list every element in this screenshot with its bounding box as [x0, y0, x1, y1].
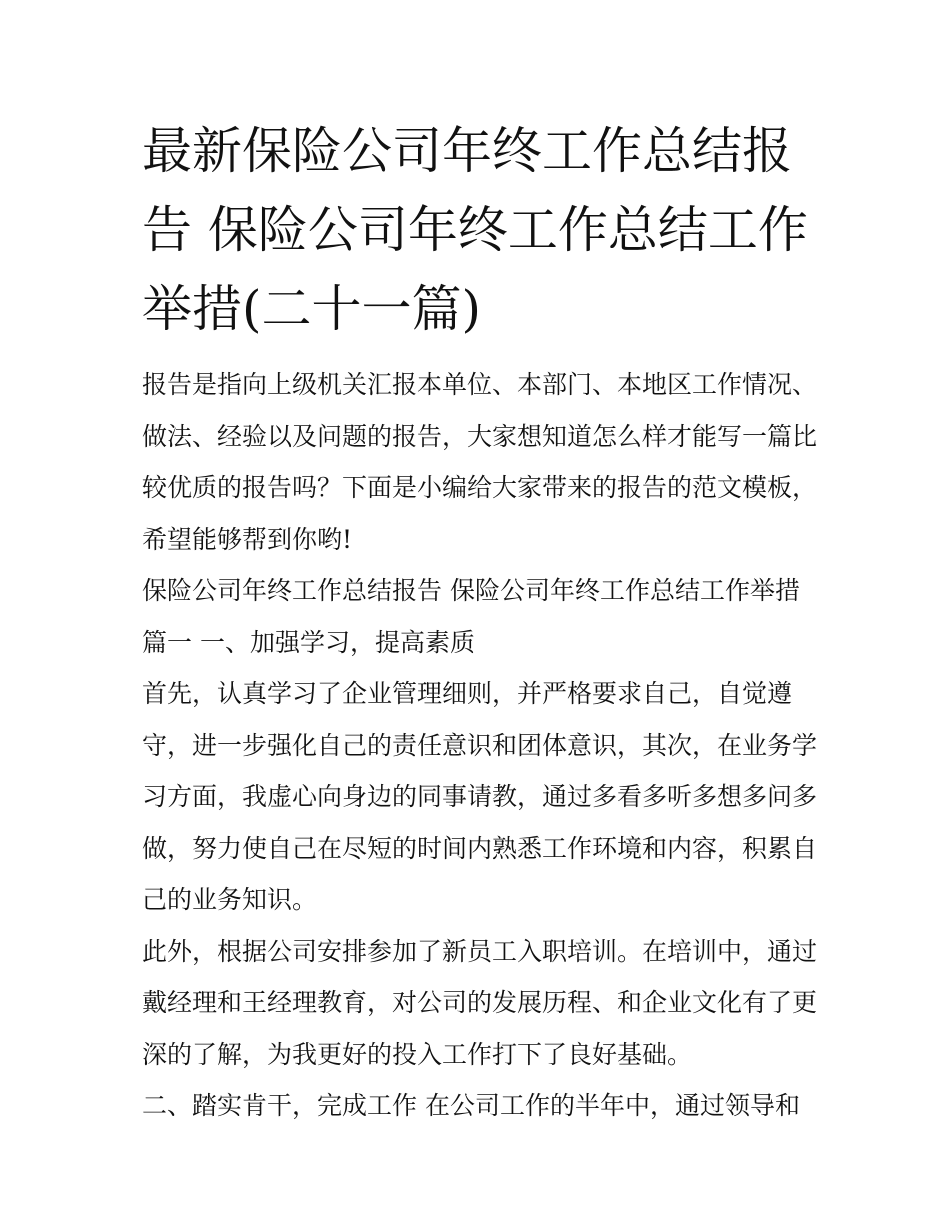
document-page	[142, 112, 818, 1132]
body-paragraph: 此外，根据公司安排参加了新员工入职培训。在培训中，通过戴经理和王经理教育，对公司的发展历程、和企业文化有了更深的了解，为我更好的投入工作打下了良好基础。	[142, 936, 818, 1069]
title-line-2: 告 保险公司年终工作总结工作	[142, 201, 808, 259]
body-paragraph: 首先，认真学习了企业管理细则，并严格要求自己，自觉遵守，进一步强化自己的责任意识和团体意识，其次，在业务学习方面，我虚心向身边的同事请教，通过多看多听多想多问多做，努力使自己在尽短的时间内熟悉工作环境和内容，积累自己的业务知识。	[142, 679, 818, 914]
document-title	[142, 112, 818, 349]
body-paragraph: 二、踏实肯干，完成工作 在公司工作的半年中，通过领导和	[142, 1091, 800, 1120]
document-body	[142, 359, 818, 1132]
subsection-heading: 篇一 一、加强学习，提高素质	[142, 627, 475, 657]
title-line-1: 最新保险公司年终工作总结报	[142, 122, 792, 180]
section-heading: 保险公司年终工作总结报告 保险公司年终工作总结工作举措	[142, 576, 800, 605]
intro-paragraph: 报告是指向上级机关汇报本单位、本部门、本地区工作情况、做法、经验以及问题的报告，大家想知道怎么样才能写一篇比较优质的报告吗？下面是小编给大家带来的报告的范文模板，希望能够帮到你哟!	[142, 370, 818, 554]
title-line-3: 举措(二十一篇)	[142, 280, 482, 338]
